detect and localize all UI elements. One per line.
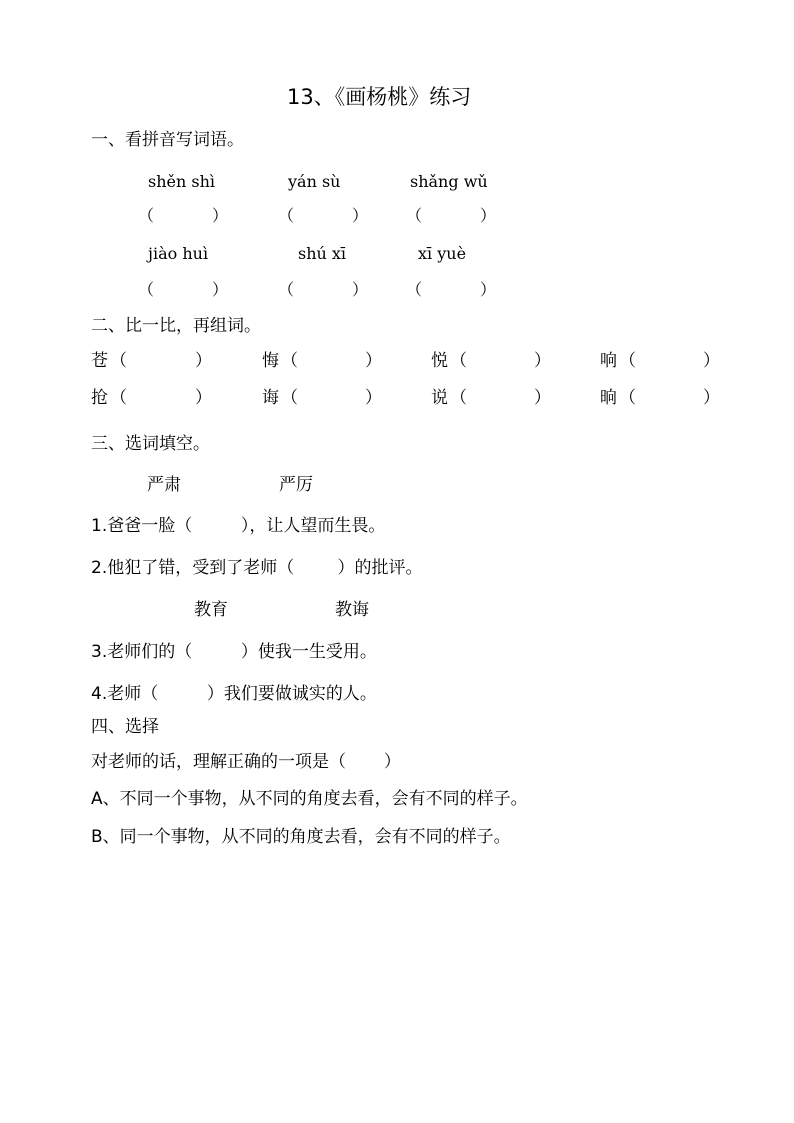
section3-heading: 三、选词填空。 bbox=[91, 434, 210, 454]
blank-open: （ bbox=[138, 280, 155, 299]
blank-close: ） bbox=[703, 351, 720, 371]
fill-question: 3.老师们的（ ）使我一生受用。 bbox=[91, 642, 377, 662]
blank-open: （ bbox=[278, 206, 295, 225]
compare-char: 说 bbox=[431, 388, 448, 408]
word-option: 教诲 bbox=[335, 600, 369, 620]
blank-close: ） bbox=[480, 206, 497, 225]
blank-open: （ bbox=[619, 388, 636, 408]
blank-close: ） bbox=[365, 388, 382, 408]
blank-close: ） bbox=[534, 388, 551, 408]
compare-char: 悦 bbox=[431, 351, 448, 371]
blank-open: （ bbox=[110, 351, 127, 371]
choice-option-b: B、同一个事物，从不同的角度去看，会有不同的样子。 bbox=[91, 827, 511, 847]
blank-open: （ bbox=[281, 388, 298, 408]
blank-open: （ bbox=[406, 280, 423, 299]
pinyin-item: xī yuè bbox=[418, 244, 467, 263]
compare-char: 抢 bbox=[91, 388, 108, 408]
pinyin-item: shú xī bbox=[298, 244, 347, 263]
section2-heading: 二、比一比，再组词。 bbox=[91, 316, 261, 336]
blank-open: （ bbox=[138, 206, 155, 225]
blank-close: ） bbox=[480, 280, 497, 299]
blank-open: （ bbox=[110, 388, 127, 408]
choice-option-a: A、不同一个事物，从不同的角度去看，会有不同的样子。 bbox=[91, 789, 528, 809]
blank-close: ） bbox=[352, 206, 369, 225]
blank-open: （ bbox=[450, 388, 467, 408]
compare-char: 悔 bbox=[262, 351, 279, 371]
fill-question: 2.他犯了错，受到了老师（ ）的批评。 bbox=[91, 558, 423, 578]
section1-heading: 一、看拼音写词语。 bbox=[91, 130, 244, 150]
blank-close: ） bbox=[195, 351, 212, 371]
pinyin-item: yán sù bbox=[288, 172, 341, 191]
compare-char: 诲 bbox=[262, 388, 279, 408]
blank-close: ） bbox=[534, 351, 551, 371]
blank-open: （ bbox=[406, 206, 423, 225]
blank-open: （ bbox=[619, 351, 636, 371]
pinyin-item: jiào huì bbox=[148, 244, 209, 263]
blank-open: （ bbox=[278, 280, 295, 299]
blank-close: ） bbox=[352, 280, 369, 299]
blank-close: ） bbox=[365, 351, 382, 371]
section4-heading: 四、选择 bbox=[91, 717, 159, 737]
word-option: 教育 bbox=[194, 600, 228, 620]
blank-open: （ bbox=[450, 351, 467, 371]
pinyin-item: shěn shì bbox=[148, 172, 216, 191]
word-option: 严肃 bbox=[147, 475, 181, 495]
blank-close: ） bbox=[212, 206, 229, 225]
pinyin-item: shǎng wǔ bbox=[410, 172, 488, 191]
compare-char: 响 bbox=[600, 351, 617, 371]
word-option: 严厉 bbox=[279, 475, 313, 495]
blank-close: ） bbox=[703, 388, 720, 408]
fill-question: 4.老师（ ）我们要做诚实的人。 bbox=[91, 684, 377, 704]
blank-close: ） bbox=[212, 280, 229, 299]
choice-question: 对老师的话，理解正确的一项是（ ） bbox=[91, 752, 401, 772]
blank-close: ） bbox=[195, 388, 212, 408]
compare-char: 晌 bbox=[600, 388, 617, 408]
page-title: 13、《画杨桃》练习 bbox=[287, 85, 472, 109]
compare-char: 苍 bbox=[91, 351, 108, 371]
fill-question: 1.爸爸一脸（ ），让人望而生畏。 bbox=[91, 516, 386, 536]
blank-open: （ bbox=[281, 351, 298, 371]
